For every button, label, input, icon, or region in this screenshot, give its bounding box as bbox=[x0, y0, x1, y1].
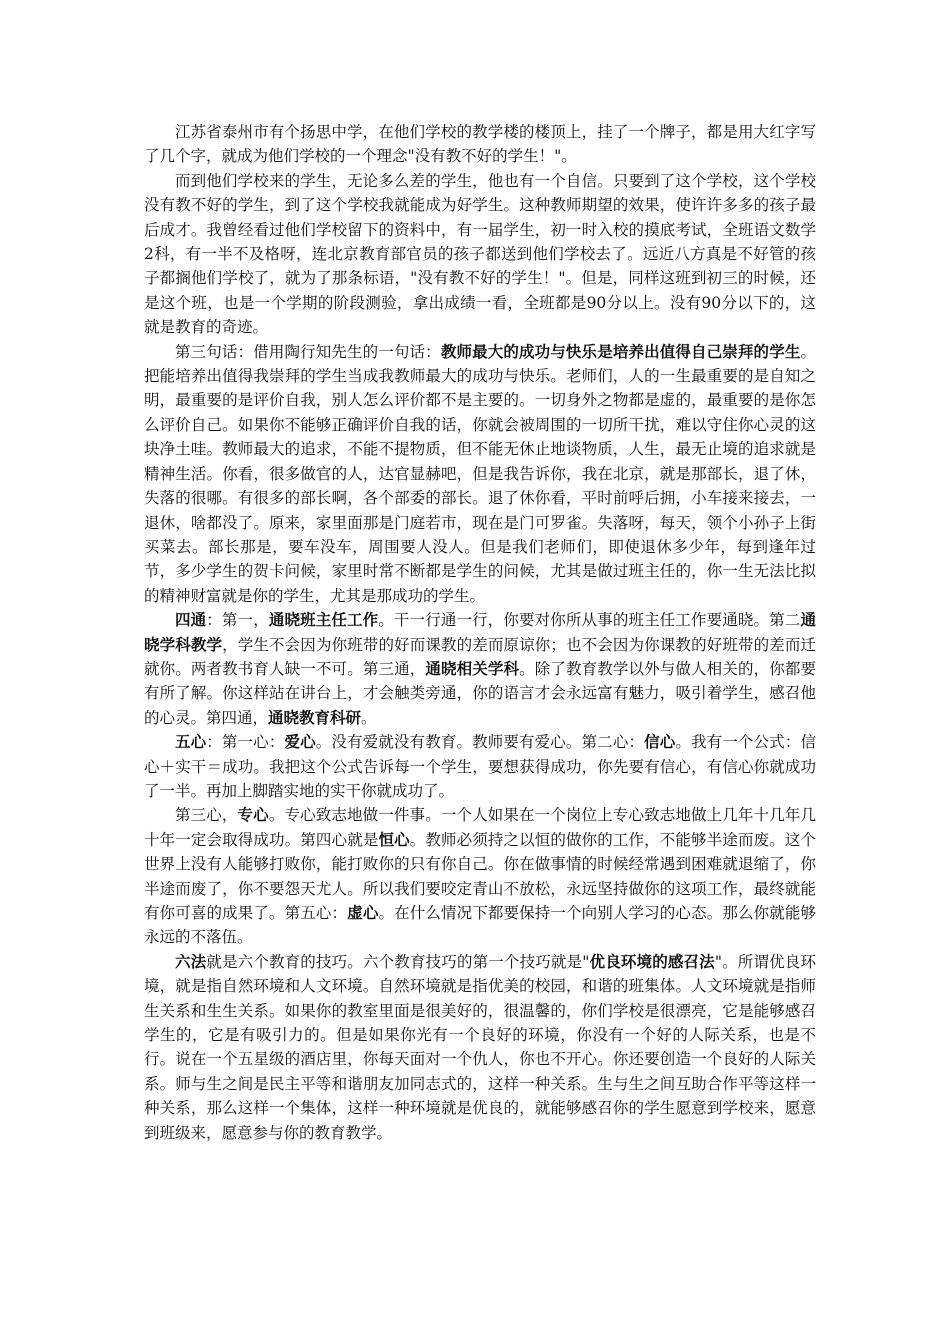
emphasis-text: 通晓班主任工作 bbox=[268, 610, 379, 630]
emphasis-text: 优良环境的感召法 bbox=[589, 951, 715, 971]
paragraph-text: 。 bbox=[361, 708, 377, 727]
paragraph-text: 。干一行通一行，你要对你所从事的班主任工作要通晓。第二 bbox=[378, 611, 801, 630]
paragraph-third-heart bbox=[144, 803, 816, 949]
emphasis-text: 四通 bbox=[175, 610, 207, 630]
emphasis-text: 六法 bbox=[175, 951, 207, 971]
paragraph-text: 。教师必须持之以恒的做你的工作，不能够半途而废。这个世界上没有人能够打败你，能打败你的只有你自己。你在做事情的时候经常遇到困难就退缩了，你半途而废了，你不要怨天尤人。所以我们要咬定青山不放松，永远坚持做你的这项工作，最终就能有你可喜的成果了。第五心： bbox=[144, 830, 816, 922]
emphasis-text: 通晓相关学科 bbox=[425, 658, 520, 678]
paragraph-text: 而到他们学校来的学生，无论多么差的学生，他也有一个自信。只要到了这个学校，这个学校没有教不好的学生，到了这个学校我就能成为好学生。这种教师期望的效果，使许许多多的孩子最后成才。我曾经看过他们学校留下的资料中，有一届学生，初一时入校的摸底考试，全班语文数学2科，有一半不及格呀，连北京教育部官员的孩子都送到他们学校去了。远近八方真是不好管的孩子都搁他们学校了，就为了那条标语，"没有教不好的学生！"。但是，同样这班到初三的时候，还是这个班，也是一个学期的阶段测验，拿出成绩一看，全班都是90分以上。没有90分以下的，这就是教育的奇迹。 bbox=[144, 171, 816, 337]
document-page bbox=[144, 120, 816, 1145]
emphasis-text: 教师最大的成功与快乐是培养出值得自己崇拜的学生 bbox=[440, 341, 801, 361]
paragraph-text: ，学生不会因为你班带的好而课教的差而原谅你；也不会因为你课教的好班带的差而迁就你。两者教书育人缺一不可。第三通， bbox=[144, 635, 816, 678]
paragraph-text: 第三心， bbox=[175, 806, 238, 825]
emphasis-text: 虚心 bbox=[347, 903, 379, 922]
paragraph-yangsi-school bbox=[144, 120, 816, 169]
emphasis-text: 恒心 bbox=[378, 829, 410, 849]
paragraph-text: 第三句话：借用陶行知先生的一句话： bbox=[175, 342, 441, 361]
paragraph-text: 。没有爱就没有教育。教师要有爱心。第二心： bbox=[315, 733, 645, 752]
paragraph-text: 江苏省泰州市有个扬思中学，在他们学校的教学楼的楼顶上，挂了一个牌子，都是用大红字写了几个字，就成为他们学校的一个理念"没有教不好的学生！"。 bbox=[144, 123, 816, 166]
paragraph-four-mastery bbox=[144, 608, 816, 730]
emphasis-text: 信心 bbox=[644, 732, 676, 752]
paragraph-text: ：第一， bbox=[206, 611, 269, 630]
emphasis-text: 专心 bbox=[237, 805, 269, 825]
paragraph-text: 。把能培养出值得我崇拜的学生当成我教师最大的成功与快乐。老师们，人的一生最重要的是自知之明，最重要的是评价自我，别人怎么评价都不是主要的。一切身外之物都是虚的，最重要的是你怎么评价自己。如果你不能够正确评价自我的话，你就会被周围的一切所干扰，难以守住你心灵的这块净土哇。教师最大的追求，不能不提物质，但不能无休止地谈物质，人生，最无止境的追求就是精神生活。你看，很多做官的人，达官显赫吧，但是我告诉你，我在北京，就是那部长，退了休，失落的很哪。有很多的部长啊，各个部委的部长。退了休你看，平时前呼后拥，小车接来接去，一退休，啥都没了。原来，家里面那是门庭若市，现在是门可罗雀。失落呀，每天，领个小孙子上街买菜去。部长那是，要车没车，周围要人没人。但是我们老师们，即使退休多少年，每到逢年过节，多少学生的贺卡问候，家里时常不断都是学生的问候，尤其是做过班主任的，你一生无法比拟的精神财富就是你的学生，尤其是那成功的学生。 bbox=[144, 342, 816, 605]
paragraph-text: 就是六个教育的技巧。六个教育技巧的第一个技巧就是" bbox=[206, 952, 590, 971]
paragraph-text: "。所谓优良环境，就是指自然环境和人文环境。自然环境就是指优美的校园，和谐的班集体。人文环境就是指师生关系和生生关系。如果你的教室里面是很美好的，很温馨的，你们学校是很漂亮，它是能够感召学生的，它是有吸引力的。但是如果你光有一个良好的环境，你没有一个好的人际关系，也是不行。说在一个五星级的酒店里，你每天面对一个仇人，你也不开心。你还要创造一个良好的人际关系。师与生之间是民主平等和谐朋友加同志式的，这样一种关系。生与生之间互助合作平等这样一种关系，那么这样一个集体，这样一种环境就是优良的，就能够感召你的学生愿意到学校来，愿意到班级来，愿意参与你的教育教学。 bbox=[144, 952, 816, 1142]
paragraph-third-sentence bbox=[144, 340, 816, 608]
paragraph-text: 。专心致志地做一件事。一个人如果在一个岗位上专心致志地做上几年十几年几十年一定会取得成功。第四心就是 bbox=[144, 806, 816, 849]
paragraph-text: 。我有一个公式：信心＋实干＝成功。我把这个公式告诉每一个学生，要想获得成功，你先要有信心，有信心你就成功了一半。再加上脚踏实地的实干你就成功了。 bbox=[144, 733, 816, 800]
paragraph-text: 。在什么情况下都要保持一个向别人学习的心态。那么你就能够永远的不落伍。 bbox=[144, 904, 816, 947]
paragraph-text: ：第一心： bbox=[206, 733, 285, 752]
emphasis-text: 通晓学科教学 bbox=[144, 610, 816, 654]
emphasis-text: 通晓教育科研 bbox=[268, 707, 362, 727]
emphasis-text: 五心 bbox=[175, 732, 207, 752]
paragraph-five-hearts bbox=[144, 730, 816, 803]
paragraph-school-miracle bbox=[144, 169, 816, 340]
emphasis-text: 爱心 bbox=[284, 732, 316, 752]
paragraph-text: 。除了教育教学以外与做人相关的，你都要有所了解。你这样站在讲台上，才会触类旁通，你的语言才会永远富有魅力，吸引着学生，感召他的心灵。第四通， bbox=[144, 659, 816, 727]
paragraph-six-methods bbox=[144, 950, 816, 1145]
